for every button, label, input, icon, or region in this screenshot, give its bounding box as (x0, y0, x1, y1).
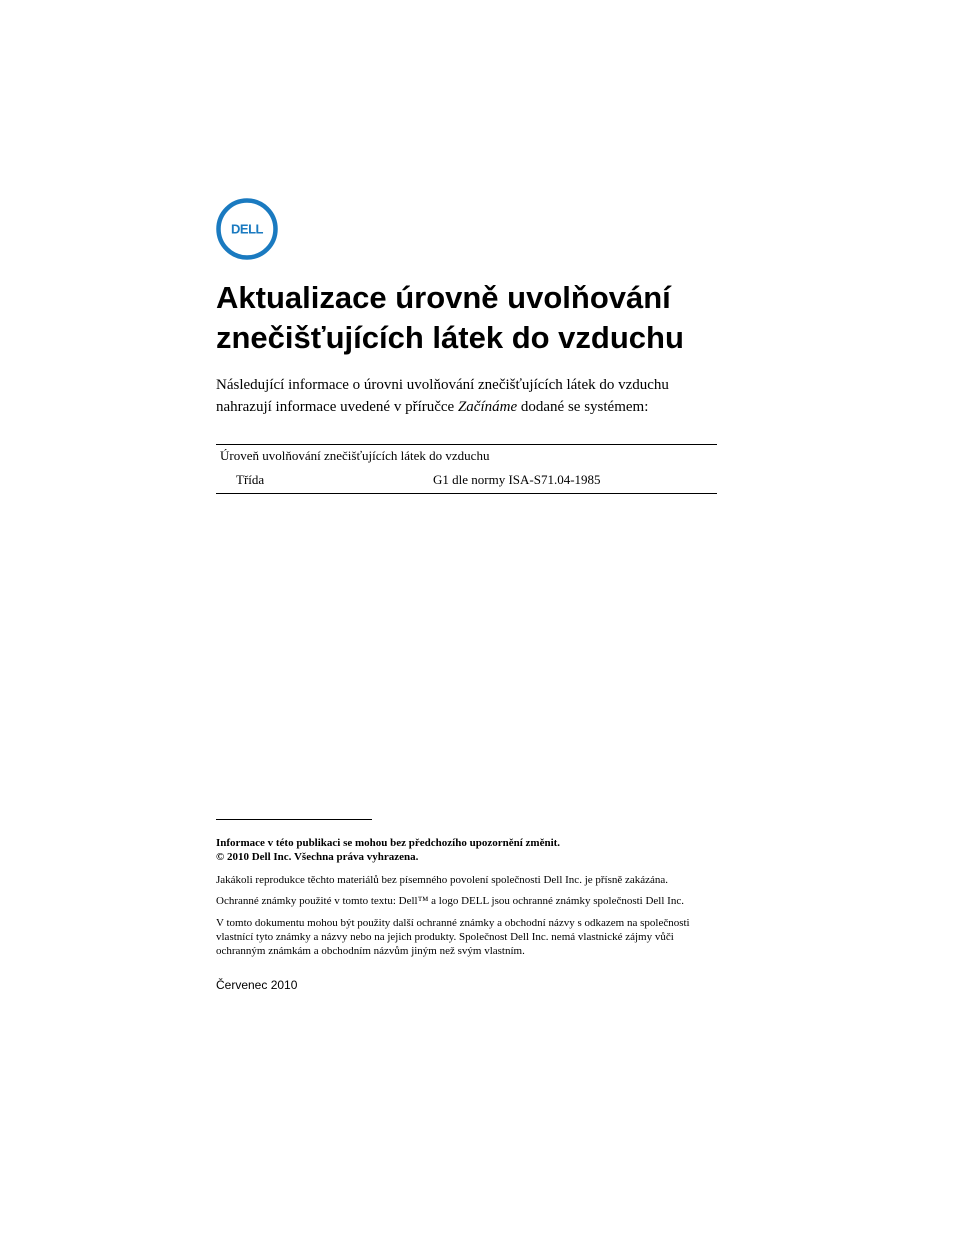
table-top-rule (216, 444, 717, 445)
intro-paragraph (216, 374, 736, 418)
other-trademarks-line-2: vlastnící tyto známky a názvy nebo na jejich produkty. Společnost Dell Inc. nemá vlastnické zájmy vůči (216, 931, 674, 943)
guide-title: Začínáme (457, 399, 518, 415)
intro-line-2-start: nahrazují informace uvedené v příručce (216, 399, 458, 415)
copyright-line: © 2010 Dell Inc. Všechna práva vyhrazena. (216, 851, 419, 863)
intro-line-2-end: dodané se systémem: (517, 399, 649, 415)
reproduction-notice: Jakákoli reprodukce těchto materiálů bez písemného povolení společnosti Dell Inc. je přísně zakázána. (216, 874, 669, 886)
publication-date: Červenec 2010 (216, 978, 298, 992)
intro-line-1: Následující informace o úrovni uvolňování znečišťujících látek do vzduchu (216, 377, 669, 393)
other-trademarks-notice (216, 916, 690, 958)
table-caption: Úroveň uvolňování znečišťujících látek do vzduchu (220, 448, 490, 463)
page-title-line-2: znečišťujících látek do vzduchu (216, 320, 684, 355)
dell-logo-wordmark: DELL (231, 221, 263, 237)
intro-line-2 (216, 396, 736, 418)
other-trademarks-line-1: V tomto dokumentu mohou být použity další ochranné známky a obchodní názvy s odkazem na společnosti (216, 917, 690, 929)
other-trademarks-line-3: ochranným známkám a obchodním názvům jiným než svým vlastním. (216, 945, 525, 957)
trademark-notice: Ochranné známky použité v tomto textu: Dell™ a logo DELL jsou ochranné známky společnosti Dell Inc. (216, 895, 684, 907)
table-row-label: Třída (236, 472, 265, 487)
copyright-notice (216, 836, 560, 864)
page-title-line-1: Aktualizace úrovně uvolňování (216, 280, 671, 315)
table-row-value: G1 dle normy ISA-S71.04-1985 (433, 472, 601, 487)
dell-logo (216, 198, 278, 260)
page-title (216, 278, 776, 358)
table-bottom-rule (216, 493, 717, 494)
footnote-divider (216, 819, 372, 820)
change-notice: Informace v této publikaci se mohou bez předchozího upozornění změnit. (216, 837, 561, 849)
